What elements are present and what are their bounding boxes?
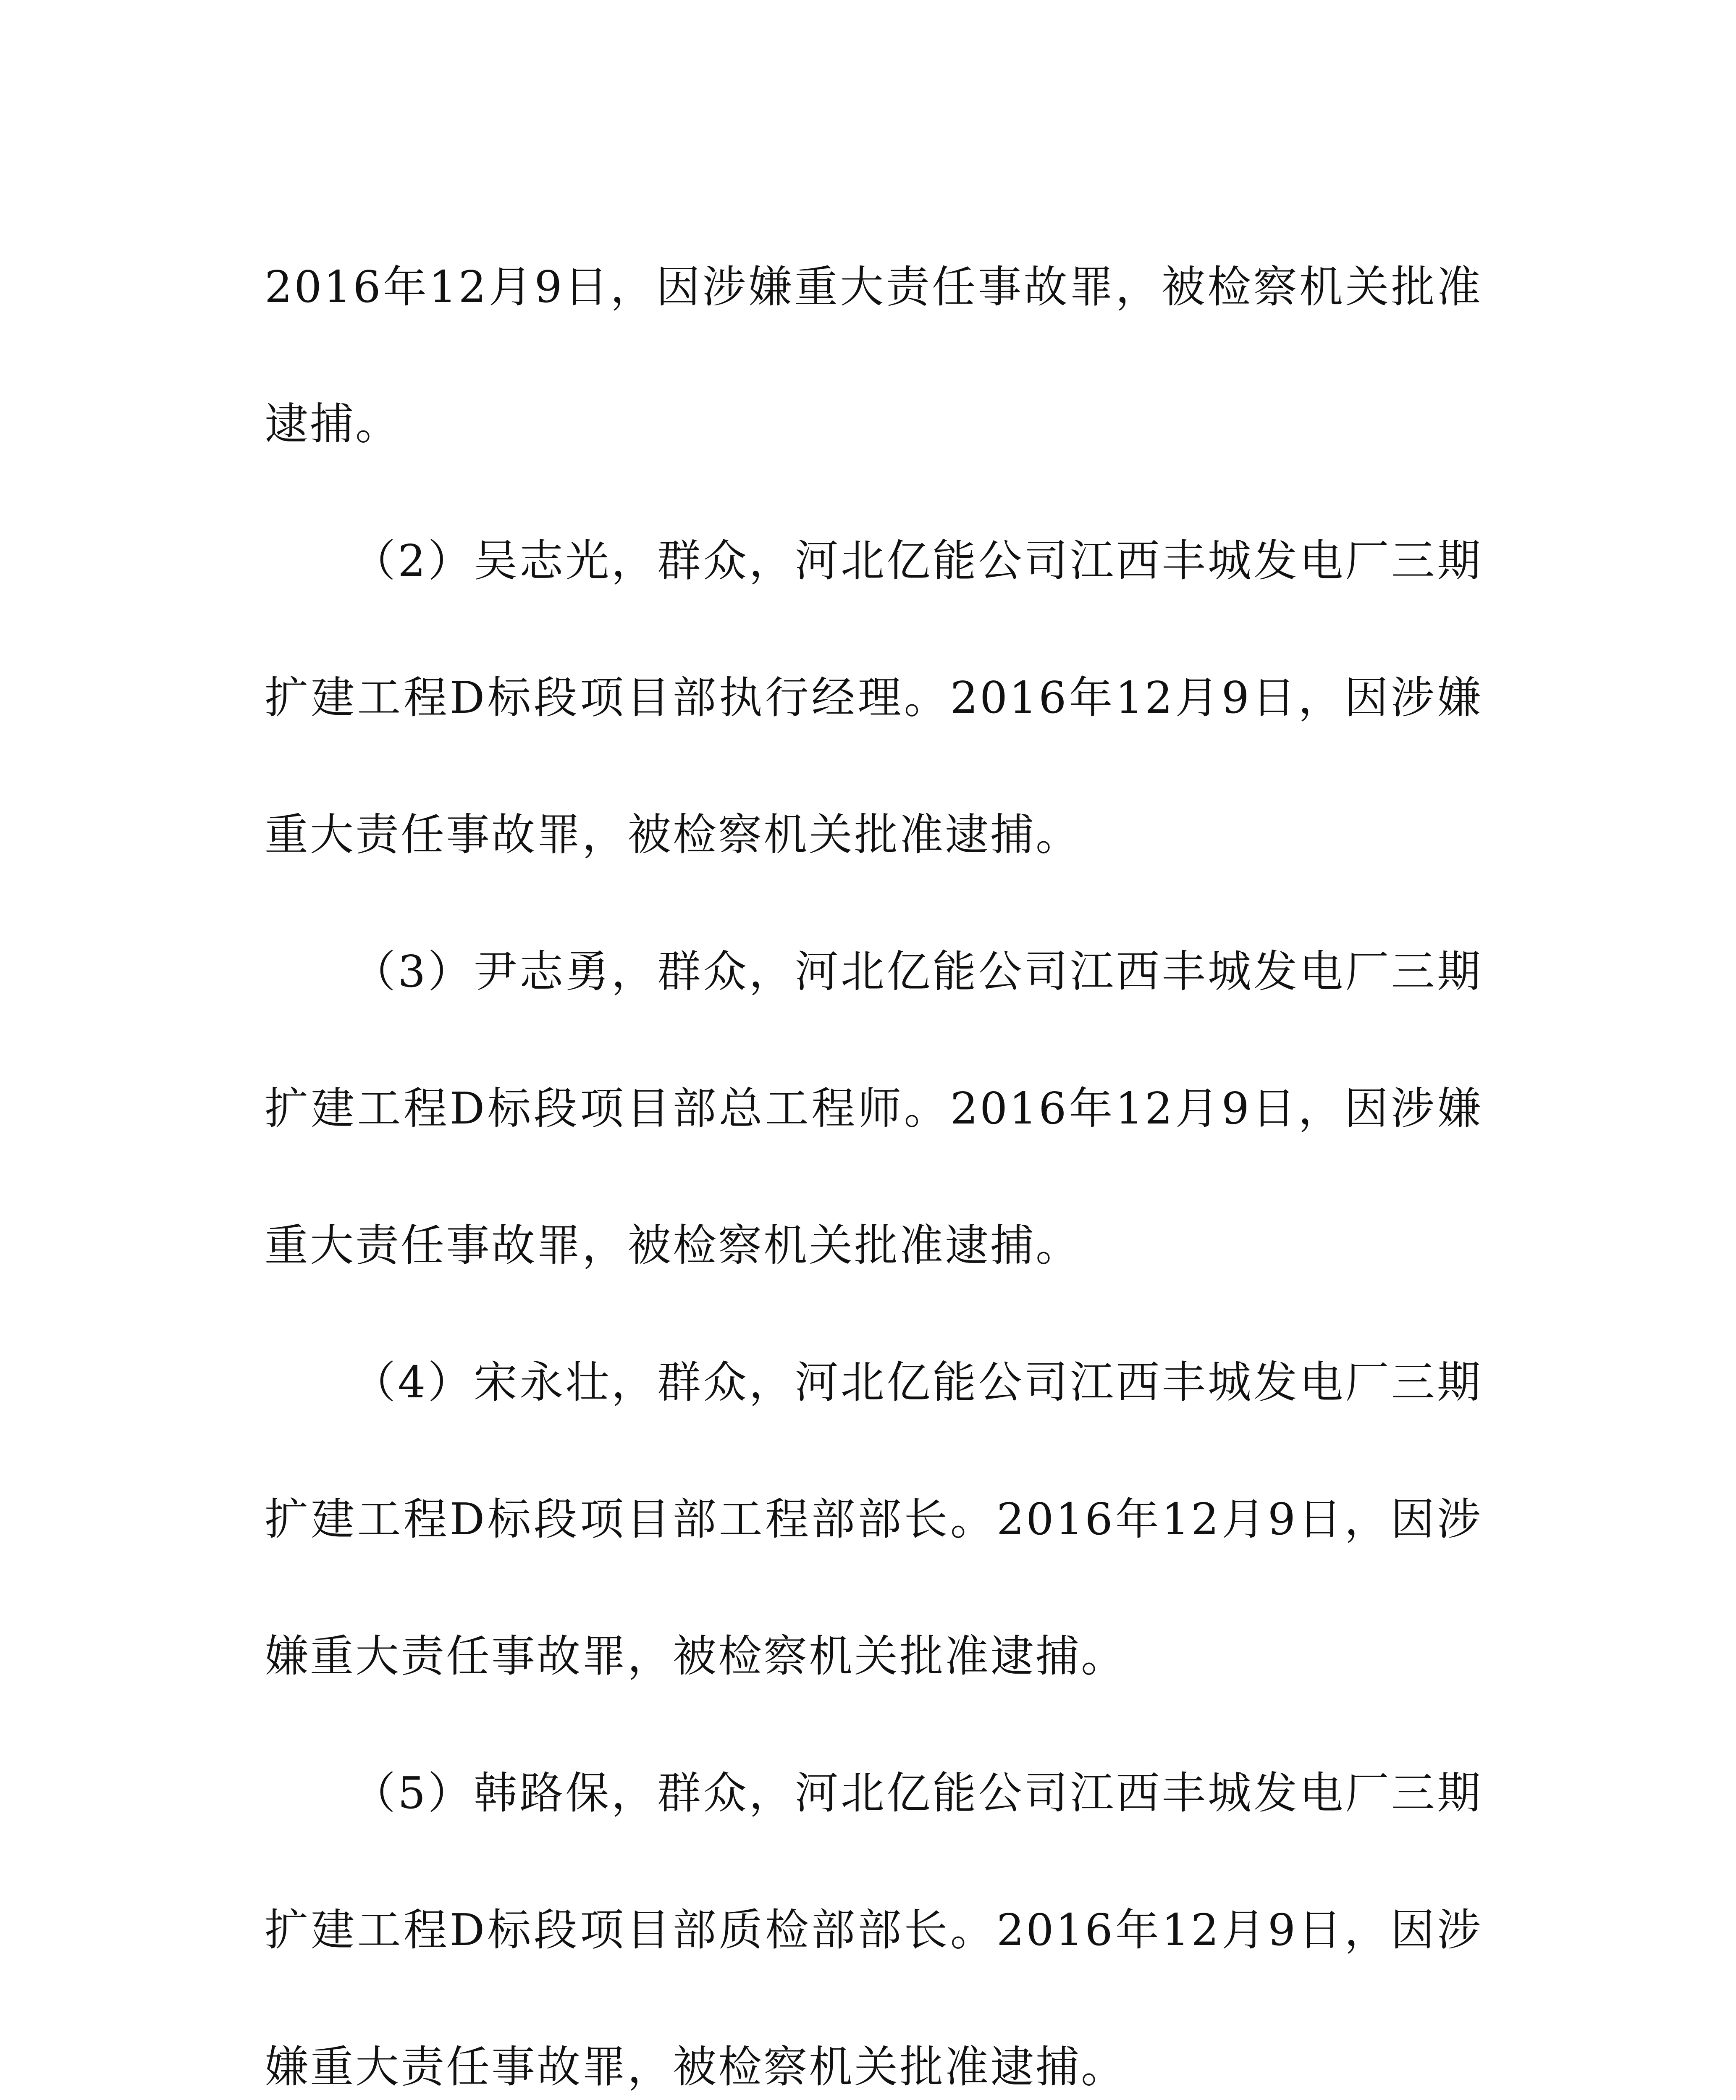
paragraph-item-4: （4）宋永壮，群众，河北亿能公司江西丰城发电厂三期扩建工程D标段项目部工程部部长。2016年12月9日，因涉嫌重大责任事故罪，被检察机关批准逮捕。	[265, 1357, 1482, 1682]
paragraph-item-3: （3）尹志勇，群众，河北亿能公司江西丰城发电厂三期扩建工程D标段项目部总工程师。2016年12月9日，因涉嫌重大责任事故罪，被检察机关批准逮捕。	[265, 946, 1482, 1271]
paragraph-item-5: （5）韩路保，群众，河北亿能公司江西丰城发电厂三期扩建工程D标段项目部质检部部长。2016年12月9日，因涉嫌重大责任事故罪，被检察机关批准逮捕。	[265, 1767, 1482, 2092]
document-body	[265, 218, 1482, 2100]
paragraph-continuation: 2016年12月9日，因涉嫌重大责任事故罪，被检察机关批准逮捕。	[265, 261, 1482, 449]
paragraph-item-2: （2）吴志光，群众，河北亿能公司江西丰城发电厂三期扩建工程D标段项目部执行经理。2016年12月9日，因涉嫌重大责任事故罪，被检察机关批准逮捕。	[265, 535, 1482, 860]
